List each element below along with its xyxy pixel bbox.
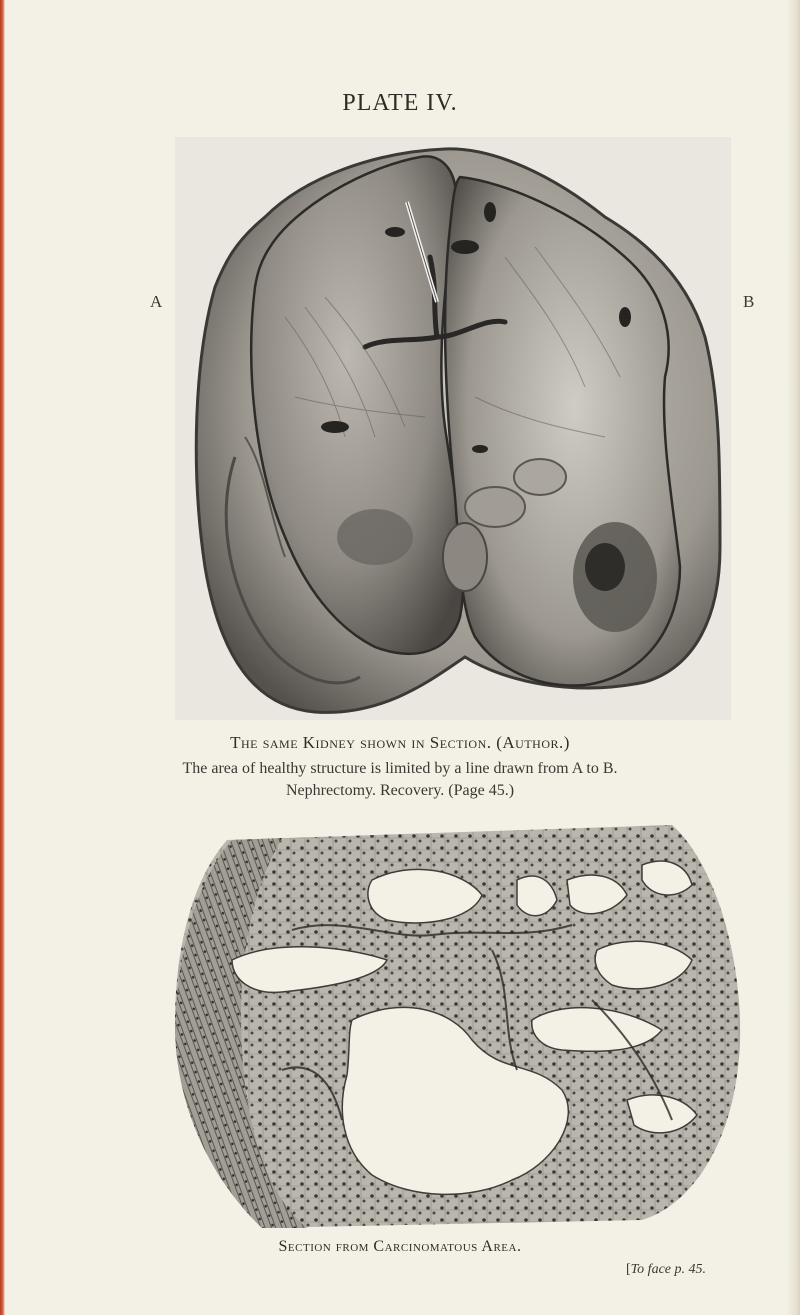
page-reference [626,1262,706,1278]
page-edge-right [786,0,800,1315]
figure2-caption: Section from Carcinomatous Area. [278,1238,522,1255]
kidney-section-illustration [175,137,731,720]
label-b: B [743,292,755,311]
histology-section-illustration [172,820,742,1230]
page-edge-left [0,0,5,1315]
figure1-description [0,758,800,802]
figure1-description-line1: The area of healthy structure is limited by a line drawn from A to B. [182,760,618,777]
figure1-description-line2: Nephrectomy. Recovery. (Page 45.) [285,782,515,799]
page-reference-bracket: [ [626,1262,631,1277]
label-a: A [150,292,163,311]
page-reference-text: To face p. 45. [630,1262,706,1277]
plate-title: PLATE IV. [342,90,458,116]
figure1-caption: The same Kidney shown in Section. (Author.) [230,733,570,752]
